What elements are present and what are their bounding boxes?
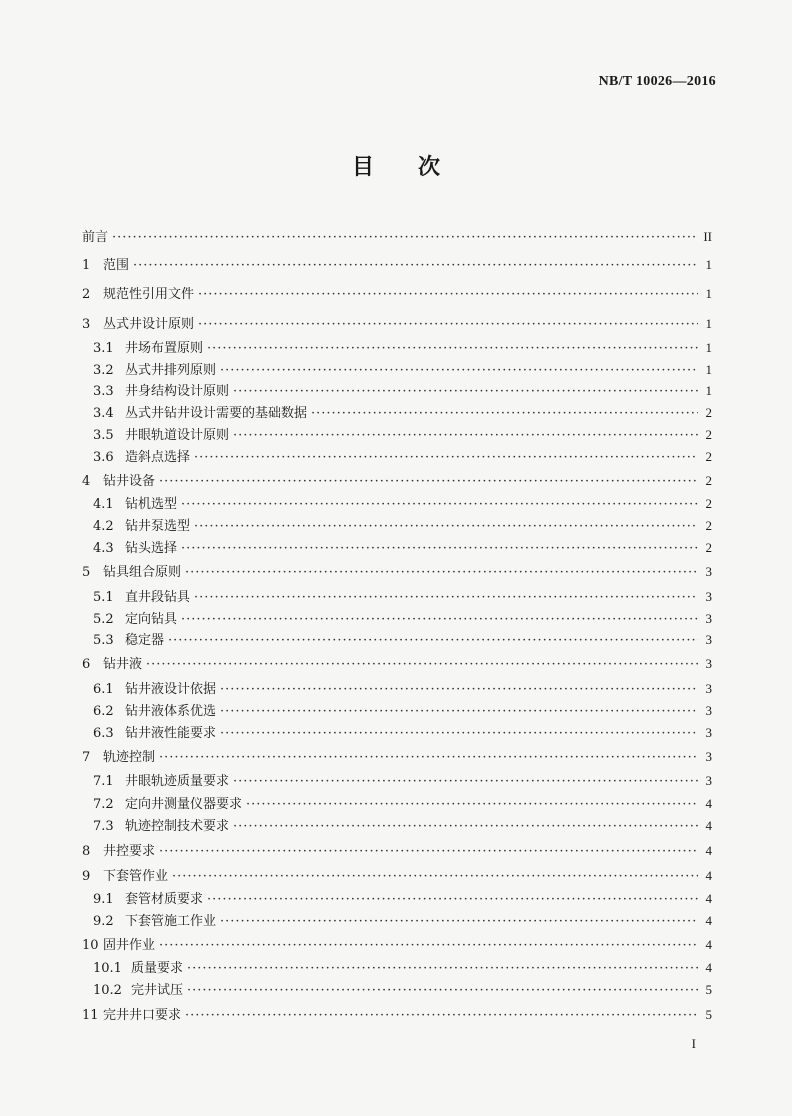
toc-leader-dots	[220, 681, 698, 699]
toc-entry-label: 井控要求	[103, 844, 156, 859]
toc-entry[interactable]	[93, 610, 712, 628]
toc-entry[interactable]	[93, 702, 712, 720]
toc-entry-number: 6.3	[93, 726, 114, 741]
toc-leader-dots	[185, 1007, 698, 1025]
toc-entry-label: 造斜点选择	[125, 450, 191, 465]
toc-leader-dots	[181, 540, 698, 558]
toc-entry[interactable]	[93, 404, 712, 422]
toc-entry-number: 3.3	[93, 384, 114, 399]
toc-entry[interactable]	[93, 382, 712, 400]
toc-leader-dots	[194, 589, 698, 607]
toc-entry-page: 3	[705, 656, 712, 671]
toc-entry-label: 轨迹控制技术要求	[125, 819, 230, 834]
toc-leader-dots	[198, 316, 698, 334]
toc-leader-dots	[311, 405, 698, 423]
toc-entry-number: 3.6	[93, 450, 114, 465]
toc-entry-page: 3	[705, 589, 712, 604]
toc-entry-label: 下套管施工作业	[125, 914, 217, 929]
toc-entry-label: 轨迹控制	[103, 750, 156, 765]
toc-entry[interactable]	[93, 539, 712, 557]
toc-entry-page: 4	[705, 843, 712, 858]
toc-entry-number: 5.2	[93, 612, 114, 627]
page-title: 目 次	[351, 155, 440, 180]
toc-entry[interactable]	[93, 448, 712, 466]
toc-entry-number: 4	[82, 474, 91, 489]
toc-entry-page: 3	[705, 703, 712, 718]
toc-entry-page: 1	[705, 362, 712, 377]
toc-entry[interactable]	[93, 426, 712, 444]
toc-entry[interactable]	[82, 748, 712, 766]
toc-entry-label: 完井试压	[131, 983, 184, 998]
toc-entry-page: 3	[705, 564, 712, 579]
toc-entry[interactable]	[82, 867, 712, 885]
toc-entry-page: 5	[705, 982, 712, 997]
toc-entry-page: 2	[705, 518, 712, 533]
toc-leader-dots	[181, 611, 698, 629]
toc-entry-label: 前言	[82, 230, 109, 245]
toc-entry[interactable]	[82, 285, 712, 303]
toc-entry-label: 井场布置原则	[125, 341, 204, 356]
toc-entry[interactable]	[93, 517, 712, 535]
toc-leader-dots	[233, 818, 698, 836]
toc-entry-label: 钻井液体系优选	[125, 704, 217, 719]
toc-entry-number: 7	[82, 750, 91, 765]
toc-leader-dots	[181, 496, 698, 514]
toc-entry-label: 稳定器	[125, 633, 165, 648]
toc-leader-dots	[220, 362, 698, 380]
toc-entry-label: 直井段钻具	[125, 590, 191, 605]
toc-leader-dots	[194, 518, 698, 536]
toc-entry-label: 定向井测量仪器要求	[125, 797, 243, 812]
toc-entry-page: 1	[705, 340, 712, 355]
toc-entry-page: 4	[705, 937, 712, 952]
toc-entry-number: 6	[82, 657, 91, 672]
toc-entry-label: 丛式井排列原则	[125, 363, 217, 378]
toc-leader-dots	[187, 982, 698, 1000]
toc-entry-number: 10	[82, 938, 99, 953]
toc-entry-number: 3.5	[93, 428, 114, 443]
toc-entry[interactable]	[82, 655, 712, 673]
toc-entry-number: 9.2	[93, 914, 114, 929]
toc-leader-dots	[168, 632, 698, 650]
toc-entry-label: 丛式井设计原则	[103, 317, 195, 332]
toc-leader-dots	[159, 937, 698, 955]
toc-leader-dots	[207, 340, 698, 358]
toc-entry-number: 9	[82, 869, 91, 884]
toc-leader-dots	[246, 796, 698, 814]
toc-entry[interactable]	[93, 631, 712, 649]
toc-entry-page: 1	[705, 316, 712, 331]
toc-entry-number: 2	[82, 287, 91, 302]
toc-entry-page: 4	[705, 796, 712, 811]
toc-entry-label: 钻头选择	[125, 541, 178, 556]
toc-entry-number: 10.1	[93, 961, 122, 976]
toc-leader-dots	[172, 868, 698, 886]
toc-entry[interactable]	[93, 339, 712, 357]
toc-entry-label: 钻井液设计依据	[125, 682, 217, 697]
toc-leader-dots	[185, 564, 698, 582]
toc-leader-dots	[194, 449, 698, 467]
toc-entry-number: 5.3	[93, 633, 114, 648]
toc-entry-label: 钻井液性能要求	[125, 726, 217, 741]
toc-entry[interactable]	[82, 228, 712, 246]
toc-entry[interactable]	[82, 563, 712, 581]
toc-entry[interactable]	[82, 315, 712, 333]
toc-entry-number: 4.1	[93, 497, 114, 512]
toc-leader-dots	[207, 891, 698, 909]
toc-entry[interactable]	[93, 680, 712, 698]
toc-entry-number: 6.2	[93, 704, 114, 719]
toc-entry[interactable]	[93, 959, 712, 977]
toc-leader-dots	[233, 773, 698, 791]
toc-entry-number: 7.1	[93, 774, 114, 789]
toc-entry-label: 钻井泵选型	[125, 519, 191, 534]
toc-entry[interactable]	[93, 772, 712, 790]
toc-entry-page: 4	[705, 913, 712, 928]
toc-entry-number: 10.2	[93, 983, 122, 998]
toc-entry-label: 井身结构设计原则	[125, 384, 230, 399]
toc-entry-page: 1	[705, 383, 712, 398]
toc-entry-page: 2	[705, 473, 712, 488]
toc-entry-page: 2	[705, 405, 712, 420]
toc-entry-number: 11	[82, 1008, 99, 1023]
toc-leader-dots	[112, 229, 698, 247]
toc-leader-dots	[159, 473, 698, 491]
toc-entry-number: 6.1	[93, 682, 114, 697]
toc-entry-number: 3.2	[93, 363, 114, 378]
toc-entry-page: 3	[705, 749, 712, 764]
toc-entry[interactable]	[82, 1006, 712, 1024]
toc-entry-page: 3	[705, 611, 712, 626]
toc-entry-label: 钻机选型	[125, 497, 178, 512]
toc-leader-dots	[133, 257, 698, 275]
toc-entry[interactable]	[82, 842, 712, 860]
toc-entry-page: 1	[705, 257, 712, 272]
toc-entry-page: 4	[705, 891, 712, 906]
toc-entry-number: 7.3	[93, 819, 114, 834]
standard-code: NB/T 10026—2016	[598, 74, 716, 89]
toc-entry[interactable]	[93, 981, 712, 999]
toc-entry-page: 2	[705, 427, 712, 442]
toc-entry-number: 5	[82, 565, 91, 580]
toc-entry-page: 1	[705, 286, 712, 301]
toc-entry[interactable]	[82, 472, 712, 490]
toc-entry-label: 下套管作业	[103, 869, 169, 884]
toc-entry-page: 4	[705, 960, 712, 975]
toc-leader-dots	[220, 725, 698, 743]
toc-entry-page: 3	[705, 632, 712, 647]
toc-entry-number: 5.1	[93, 590, 114, 605]
toc-entry-page: 3	[705, 681, 712, 696]
toc-leader-dots	[220, 703, 698, 721]
toc-leader-dots	[198, 286, 698, 304]
toc-entry-page: 4	[705, 818, 712, 833]
toc-entry-label: 规范性引用文件	[103, 287, 195, 302]
toc-entry-label: 固井作业	[103, 938, 156, 953]
toc-entry[interactable]	[93, 890, 712, 908]
toc-entry[interactable]	[82, 936, 712, 954]
toc-entry-label: 质量要求	[131, 961, 184, 976]
toc-leader-dots	[233, 383, 698, 401]
toc-entry[interactable]	[93, 912, 712, 930]
toc-entry-number: 4.2	[93, 519, 114, 534]
toc-entry[interactable]	[93, 361, 712, 379]
toc-entry[interactable]	[93, 588, 712, 606]
toc-entry-label: 丛式井钻井设计需要的基础数据	[125, 406, 308, 421]
toc-entry-page: 2	[705, 540, 712, 555]
toc-entry-label: 套管材质要求	[125, 892, 204, 907]
toc-entry-page: 2	[705, 449, 712, 464]
toc-entry-label: 钻井液	[103, 657, 143, 672]
toc-entry-label: 完井井口要求	[103, 1008, 182, 1023]
toc-entry-label: 范围	[103, 258, 130, 273]
toc-entry-number: 3.4	[93, 406, 114, 421]
toc-entry-label: 井眼轨道设计原则	[125, 428, 230, 443]
toc-entry-number: 4.3	[93, 541, 114, 556]
toc-leader-dots	[187, 960, 698, 978]
toc-entry[interactable]	[93, 817, 712, 835]
toc-entry-number: 3.1	[93, 341, 114, 356]
toc-entry[interactable]	[93, 795, 712, 813]
toc-entry-label: 井眼轨迹质量要求	[125, 774, 230, 789]
toc-leader-dots	[159, 843, 698, 861]
toc-entry-number: 8	[82, 844, 91, 859]
toc-leader-dots	[233, 427, 698, 445]
toc-entry[interactable]	[93, 495, 712, 513]
toc-entry-page: 3	[705, 725, 712, 740]
toc-entry-page: 5	[705, 1007, 712, 1022]
toc-entry-number: 3	[82, 317, 91, 332]
toc-entry-page: 3	[705, 773, 712, 788]
toc-entry-page: 4	[705, 868, 712, 883]
toc-leader-dots	[159, 749, 698, 767]
toc-entry[interactable]	[82, 256, 712, 274]
toc-entry-page: 2	[705, 496, 712, 511]
toc-entry-page: II	[703, 229, 712, 244]
toc-entry-number: 1	[82, 258, 91, 273]
toc-entry-label: 钻具组合原则	[103, 565, 182, 580]
toc-leader-dots	[220, 913, 698, 931]
page-folio: I	[691, 1036, 696, 1051]
toc-leader-dots	[146, 656, 698, 674]
toc-entry-label: 钻井设备	[103, 474, 156, 489]
toc-entry-number: 9.1	[93, 892, 114, 907]
toc-entry-label: 定向钻具	[125, 612, 178, 627]
toc-entry-number: 7.2	[93, 797, 114, 812]
toc-entry[interactable]	[93, 724, 712, 742]
